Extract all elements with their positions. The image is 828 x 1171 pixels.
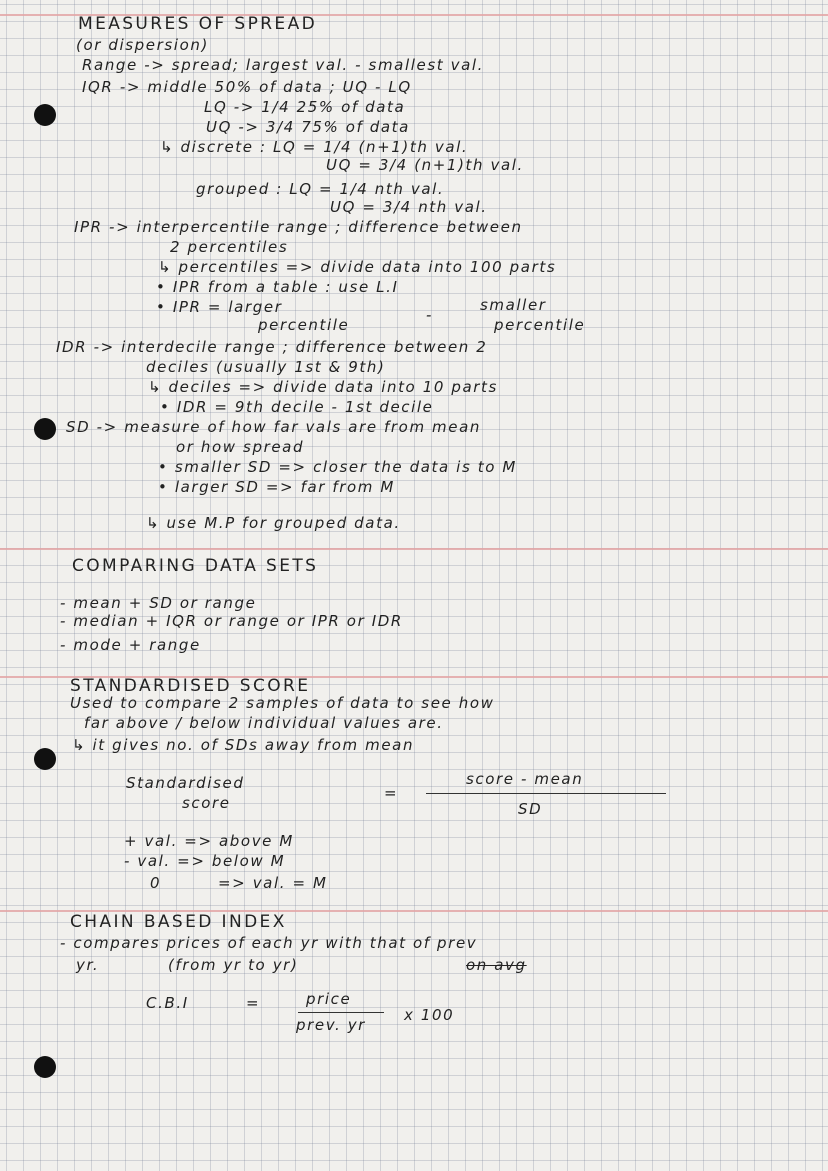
fraction-bar: [426, 793, 666, 794]
fraction-bar: [298, 1012, 384, 1013]
note-line: SD -> measure of how far vals are from mean: [66, 418, 481, 436]
note-line: - mode + range: [60, 636, 201, 654]
formula-denominator: prev. yr: [296, 1016, 366, 1034]
formula-equals: =: [384, 784, 399, 802]
punch-hole: [34, 418, 56, 440]
note-line: ↳ discrete : LQ = 1/4 (n+1)th val.: [160, 138, 469, 156]
note-line: smaller: [480, 296, 547, 314]
note-line: or how spread: [176, 438, 305, 456]
note-line: 2 percentiles: [170, 238, 289, 256]
note-line: IQR -> middle 50% of data ; UQ - LQ: [82, 78, 412, 96]
section-title: MEASURES OF SPREAD: [78, 14, 318, 34]
punch-hole: [34, 1056, 56, 1078]
note-line: + val. => above M: [124, 832, 294, 850]
note-line: - median + IQR or range or IPR or IDR: [60, 612, 403, 630]
punch-hole: [34, 104, 56, 126]
formula-numerator: price: [306, 990, 352, 1008]
note-line: percentile: [258, 316, 350, 334]
note-line: - compares prices of each yr with that of prev: [60, 934, 478, 952]
note-line: UQ = 3/4 (n+1)th val.: [326, 156, 524, 174]
note-line: => val. = M: [218, 874, 328, 892]
section-title: COMPARING DATA SETS: [72, 556, 319, 576]
formula-lhs: score: [182, 794, 231, 812]
note-line: (or dispersion): [76, 36, 209, 54]
note-line: Range -> spread; largest val. - smallest val.: [82, 56, 484, 74]
section-title: CHAIN BASED INDEX: [70, 912, 287, 932]
note-line: LQ -> 1/4 25% of data: [204, 98, 406, 116]
note-line: IPR -> interpercentile range ; difference between: [74, 218, 523, 236]
note-line: • IPR = larger: [156, 298, 283, 316]
note-line: ↳ percentiles => divide data into 100 parts: [158, 258, 557, 276]
note-line: -: [426, 306, 434, 324]
punch-hole: [34, 748, 56, 770]
note-line: ↳ it gives no. of SDs away from mean: [72, 736, 415, 754]
note-line: • IDR = 9th decile - 1st decile: [160, 398, 434, 416]
note-line: far above / below individual values are.: [84, 714, 444, 732]
formula-lhs: Standardised: [126, 774, 245, 792]
note-line: 0: [150, 874, 162, 892]
note-line: - val. => below M: [124, 852, 286, 870]
note-line: UQ -> 3/4 75% of data: [206, 118, 410, 136]
formula-denominator: SD: [518, 800, 543, 818]
formula-lhs: C.B.I: [146, 994, 189, 1012]
section-divider: [0, 548, 828, 550]
note-line: deciles (usually 1st & 9th): [146, 358, 386, 376]
note-line: UQ = 3/4 nth val.: [330, 198, 488, 216]
section-title: STANDARDISED SCORE: [70, 676, 311, 696]
note-line: percentile: [494, 316, 586, 334]
note-line: (from yr to yr): [168, 956, 299, 974]
note-line: ↳ use M.P for grouped data.: [146, 514, 401, 532]
note-line: • larger SD => far from M: [158, 478, 395, 496]
struck-out-text: on avg: [466, 956, 527, 974]
note-line: grouped : LQ = 1/4 nth val.: [196, 180, 445, 198]
note-line: - mean + SD or range: [60, 594, 257, 612]
note-line: • smaller SD => closer the data is to M: [158, 458, 517, 476]
formula-multiplier: x 100: [404, 1006, 455, 1024]
note-line: yr.: [76, 956, 100, 974]
note-line: ↳ deciles => divide data into 10 parts: [148, 378, 498, 396]
note-line: Used to compare 2 samples of data to see how: [70, 694, 495, 712]
formula-equals: =: [246, 994, 261, 1012]
formula-numerator: score - mean: [466, 770, 584, 788]
note-line: IDR -> interdecile range ; difference between 2: [56, 338, 488, 356]
note-line: • IPR from a table : use L.I: [156, 278, 399, 296]
